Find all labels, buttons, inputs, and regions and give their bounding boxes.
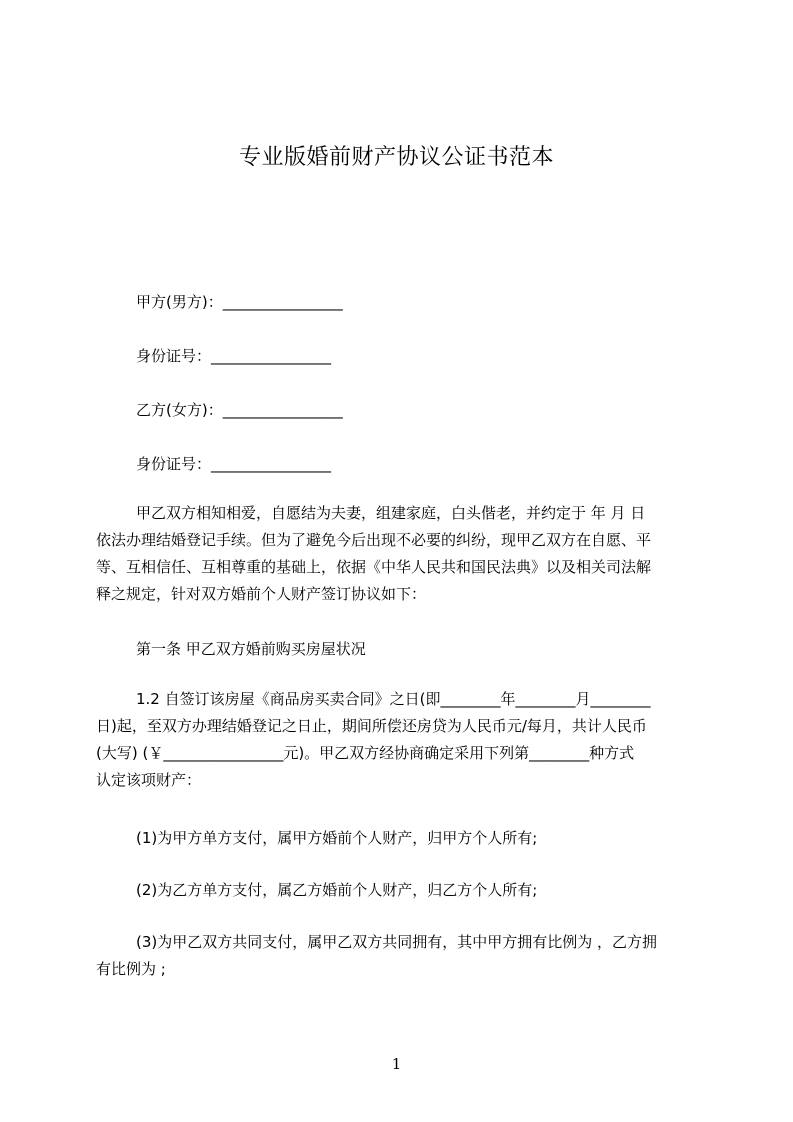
preamble-line: 释之规定，针对双方婚前个人财产签订协议如下： [96, 585, 427, 603]
article-1-heading: 第一条 甲乙双方婚前购买房屋状况 [136, 640, 366, 658]
preamble-line: 依法办理结婚登记手续。但为了避免今后出现不必要的纠纷，现甲乙双方在自愿、平 [96, 531, 652, 549]
preamble-line: 甲乙双方相知相爱，自愿结为夫妻，组建家庭，白头偕老，并约定于 年 月 日 [136, 504, 646, 522]
preamble-paragraph [96, 500, 700, 608]
party-b-field: 乙方(女方)：________________ [136, 401, 343, 419]
party-a-id-field: 身份证号：________________ [136, 347, 332, 365]
option-3 [96, 929, 700, 983]
clause-line: 日)起，至双方办理结婚登记之日止，期间所偿还房贷为人民币元/每月，共计人民币 [96, 717, 647, 735]
party-a-field: 甲方(男方)：________________ [136, 293, 343, 311]
document-title: 专业版婚前财产协议公证书范本 [238, 145, 554, 170]
clause-line: 1.2 自签订该房屋《商品房买卖合同》之日(即________年________月________ [136, 690, 651, 708]
clause-1-2-paragraph [96, 686, 700, 794]
option-2: (2)为乙方单方支付，属乙方婚前个人财产，归乙方个人所有; [136, 881, 538, 899]
option-3-line: 有比例为 ; [96, 960, 166, 978]
option-1: (1)为甲方单方支付，属甲方婚前个人财产，归甲方个人所有; [136, 829, 538, 847]
page-number: 1 [391, 1055, 402, 1073]
party-b-id-field: 身份证号：________________ [136, 455, 332, 473]
clause-line: (大写) (￥________________元)。甲乙双方经协商确定采用下列第________种方式 [96, 744, 635, 762]
preamble-line: 等、互相信任、互相尊重的基础上，依据《中华人民共和国民法典》以及相关司法解 [96, 558, 652, 576]
option-3-line: (3)为甲乙双方共同支付，属甲乙双方共同拥有，其中甲方拥有比例为 ，乙方拥 [136, 933, 658, 951]
clause-line: 认定该项财产： [96, 771, 202, 789]
